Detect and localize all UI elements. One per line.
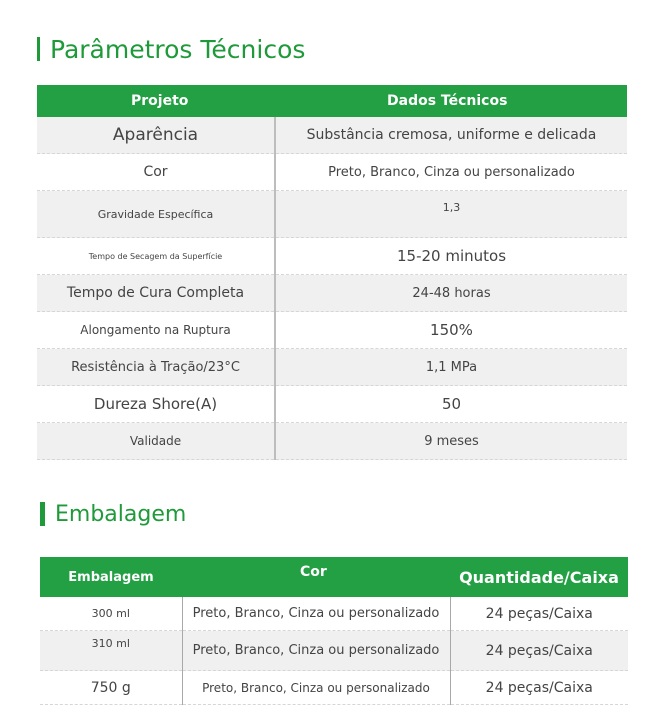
pack-size: 310 ml	[40, 631, 182, 671]
packaging-section-title	[40, 500, 186, 528]
param-label: Tempo de Cura Completa	[37, 275, 275, 312]
table-row	[37, 423, 627, 460]
param-label: Alongamento na Ruptura	[37, 312, 275, 349]
title-accent-bar	[40, 502, 45, 526]
param-value: 1,3	[275, 191, 627, 238]
packaging-header-size: Embalagem	[40, 557, 182, 597]
pack-color: Preto, Branco, Cinza ou personalizado	[182, 671, 450, 705]
param-value: 15-20 minutos	[275, 238, 627, 275]
packaging-header-qty: Quantidade/Caixa	[450, 557, 628, 597]
params-section-title	[37, 34, 305, 64]
packaging-title-text: Embalagem	[55, 501, 187, 527]
table-row	[37, 191, 627, 238]
packaging-header-row	[40, 557, 628, 597]
pack-color: Preto, Branco, Cinza ou personalizado	[182, 631, 450, 671]
param-value: Substância cremosa, uniforme e delicada	[275, 117, 627, 154]
param-value: 1,1 MPa	[275, 349, 627, 386]
param-label: Cor	[37, 154, 275, 191]
table-row	[37, 117, 627, 154]
params-title-text: Parâmetros Técnicos	[50, 34, 306, 64]
table-row	[37, 275, 627, 312]
packaging-table	[40, 557, 628, 705]
table-row	[37, 154, 627, 191]
table-row	[40, 671, 628, 705]
param-label: Validade	[37, 423, 275, 460]
table-row	[37, 238, 627, 275]
table-row	[40, 597, 628, 631]
param-value: Preto, Branco, Cinza ou personalizado	[275, 154, 627, 191]
param-value: 24-48 horas	[275, 275, 627, 312]
param-label: Aparência	[37, 117, 275, 154]
param-value: 150%	[275, 312, 627, 349]
params-header-data: Dados Técnicos	[275, 85, 627, 117]
param-value: 9 meses	[275, 423, 627, 460]
pack-size: 300 ml	[40, 597, 182, 631]
table-row	[37, 312, 627, 349]
title-accent-bar	[37, 37, 40, 61]
pack-size: 750 g	[40, 671, 182, 705]
param-label: Dureza Shore(A)	[37, 386, 275, 423]
params-table	[37, 85, 627, 460]
packaging-header-color: Cor	[182, 557, 450, 597]
params-header-project: Projeto	[37, 85, 275, 117]
param-label: Resistência à Tração/23°C	[37, 349, 275, 386]
pack-color: Preto, Branco, Cinza ou personalizado	[182, 597, 450, 631]
pack-qty: 24 peças/Caixa	[450, 631, 628, 671]
table-row	[37, 349, 627, 386]
param-label: Tempo de Secagem da Superfície	[37, 238, 275, 275]
param-value: 50	[275, 386, 627, 423]
param-label: Gravidade Específica	[37, 191, 275, 238]
table-row	[37, 386, 627, 423]
pack-qty: 24 peças/Caixa	[450, 671, 628, 705]
params-header-row	[37, 85, 627, 117]
pack-qty: 24 peças/Caixa	[450, 597, 628, 631]
table-row	[40, 631, 628, 671]
